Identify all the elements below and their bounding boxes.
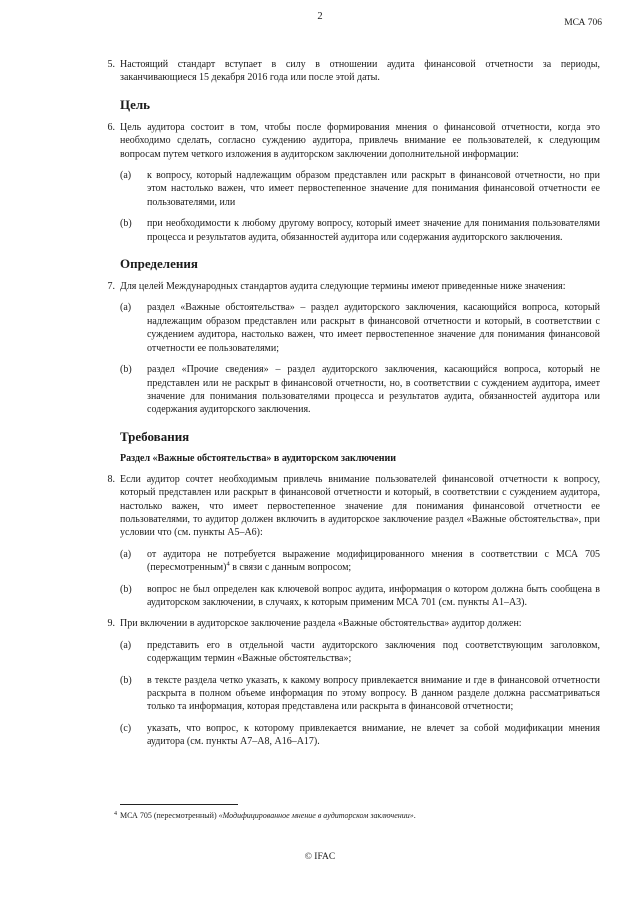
subheading-emphasis-section: Раздел «Важные обстоятельства» в аудиторском заключении (120, 452, 397, 464)
paragraph-8 (107, 473, 600, 540)
footnote-text: МСА 705 (пересмотренный) (120, 811, 219, 820)
footnote-title: «Модифицированное мнение в аудиторском заключении» (218, 811, 414, 820)
item-text: вопрос не был определен как ключевой вопрос аудита, информация о котором должна быть сообщена в аудиторском заключении, в случаях, к которым применим МСА 701 (см. пункты А1–А3). (147, 583, 600, 608)
item-text: от аудитора не потребуется выражение модифицированного мнения в соответствии с МСА 705 (пересмотренным) (147, 548, 600, 574)
paragraph-9 (107, 617, 600, 630)
paragraph-5 (107, 58, 600, 85)
item-label: (a) (120, 639, 132, 651)
paragraph-number: 8. (107, 473, 115, 485)
item-label: (c) (120, 722, 132, 734)
paragraph-number: 9. (107, 618, 115, 630)
item-label: (a) (120, 302, 132, 314)
item-text: указать, что вопрос, к которому привлекается внимание, не влечет за собой модификации мнения аудитора (см. пункты А7–А8, А16–А17). (147, 722, 600, 748)
paragraph-text: Если аудитор сочтет необходимым привлечь внимание пользователей финансовой отчетности к вопросу, который представлен или раскрыт в финансовой отчетности и который, в соответствии с суждением аудитора, настолько важен, что имеет первостепенное значение для понимания финансовой отчетности ее пользователями, то аудитор должен включить в аудиторское заключение раздел «Важные обстоятельства», при условии что (см. пункты А5–А6): (120, 473, 600, 539)
footnote-text-end: . (413, 811, 416, 820)
paragraph-text: Настоящий стандарт вступает в силу в отношении аудита финансовой отчетности за периоды, заканчивающиеся 15 декабря 2016 года или после этой даты. (120, 59, 600, 84)
footnote (114, 811, 600, 821)
paragraph-number: 6. (107, 121, 115, 133)
item-label: (a) (120, 548, 132, 560)
item-text-continued: в связи с данным вопросом; (229, 562, 352, 574)
paragraph-7-item-b (120, 363, 600, 417)
item-text: раздел «Важные обстоятельства» – раздел аудиторского заключения, касающийся вопроса, который надлежащим образом представлен или раскрыт в финансовой отчетности и который, в соответствии с суждением аудитора, настолько важен, что имеет первостепенное значение для понимания финансовой отчетности ее пользователями; (147, 302, 600, 354)
paragraph-7 (107, 280, 600, 293)
heading-definitions: Определения (120, 256, 198, 272)
item-label: (a) (120, 170, 132, 182)
item-label: (b) (120, 583, 132, 595)
paragraph-number: 7. (107, 281, 115, 293)
paragraph-9-item-c (120, 722, 600, 749)
page-footer: © IFAC (304, 852, 336, 862)
paragraph-8-item-a (120, 548, 600, 575)
paragraph-8-item-b (120, 583, 600, 610)
paragraph-7-item-a (120, 301, 600, 355)
paragraph-number: 5. (107, 59, 115, 70)
paragraph-9-item-a (120, 639, 600, 666)
paragraph-6 (107, 121, 600, 161)
paragraph-text: Для целей Международных стандартов аудита следующие термины имеют приведенные ниже значения: (120, 281, 566, 293)
footnote-divider (120, 804, 238, 805)
document-body (107, 58, 600, 757)
item-text: при необходимости к любому другому вопросу, который имеет значение для понимания пользователями процесса и результатов аудита, обязанностей аудитора или содержания аудиторского заключения. (147, 218, 600, 243)
item-label: (b) (120, 674, 132, 686)
heading-requirements: Требования (120, 428, 190, 444)
item-text: раздел «Прочие сведения» – раздел аудиторского заключения, касающийся вопроса, который не представлен или не раскрыт в финансовой отчетности, но, в соответствии с суждением аудитора, имеет значение для понимания пользователями процесса и результатов аудита, обязанностей аудитора или содержания аудиторского заключения. (147, 364, 600, 416)
paragraph-6-item-b (120, 217, 600, 244)
item-text: к вопросу, который надлежащим образом представлен или раскрыт в финансовой отчетности, но при этом настолько важен, что имеет первостепенное значение для понимания финансовой отчетности ее пользователями, или (147, 170, 600, 208)
item-label: (b) (120, 364, 132, 376)
page-number: 2 (317, 11, 323, 22)
footnote-mark: 4 (114, 811, 117, 817)
paragraph-text: При включении в аудиторское заключение раздела «Важные обстоятельства» аудитор должен: (120, 618, 522, 630)
paragraph-text: Цель аудитора состоит в том, чтобы после формирования мнения о финансовой отчетности, когда это необходимо сделать, согласно суждению аудитора, привлечь внимание ее пользователей, к следующим вопросам путем четкого изложения в аудиторском заключении дополнительной информации: (120, 121, 600, 160)
item-label: (b) (120, 218, 132, 230)
item-text: в тексте раздела четко указать, к какому вопросу привлекается внимание и где в финансовой отчетности раскрыта в полном объеме информация по этому вопросу. В данном разделе должна рассматриваться только та информация, которая представлена или раскрыта в финансовой отчетности; (147, 674, 600, 713)
paragraph-6-item-a (120, 169, 600, 209)
document-code: МСА 706 (564, 18, 602, 28)
footnote-reference[interactable]: 4 (226, 560, 230, 568)
heading-goal: Цель (120, 96, 151, 112)
item-text: представить его в отдельной части аудиторского заключения под соответствующим заголовком, содержащим термин «Важные обстоятельства»; (147, 639, 600, 665)
paragraph-9-item-b (120, 674, 600, 714)
